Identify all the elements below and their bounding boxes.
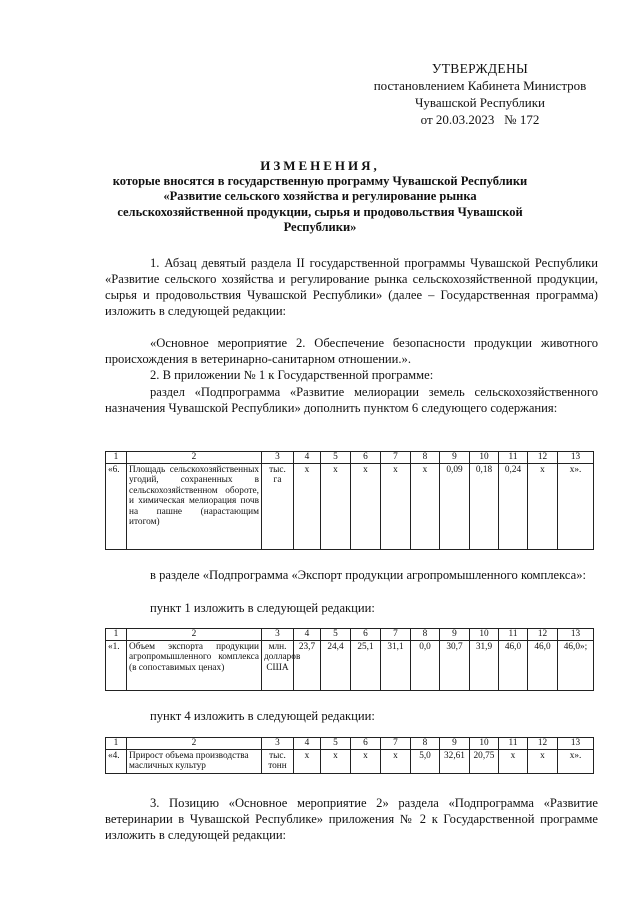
unit: млн. долларов США	[262, 640, 294, 690]
paragraph-1: 1. Абзац девятый раздела II государственной программы Чувашской Республики «Развитие сельского хозяйства и регулирование рынка сельскохозяйственной продукции, сырья и продовольствия Чувашской Республики» (далее – Государственная программа) изложить в следующей редакции:	[105, 256, 598, 318]
header-cell: 12	[528, 629, 558, 641]
value-cell: х	[528, 749, 558, 773]
header-cell: 3	[262, 629, 294, 641]
header-cell: 7	[381, 629, 411, 641]
header-cell: 2	[127, 738, 262, 750]
header-cell: 6	[351, 452, 381, 464]
table-header-row	[106, 452, 594, 464]
approval-line-2: Чувашской Республики	[414, 95, 546, 110]
value-cell: х	[294, 749, 321, 773]
approval-line-3: от 20.03.2023 № 172	[420, 112, 540, 127]
header-cell: 9	[440, 452, 470, 464]
value-cell: 20,75	[470, 749, 499, 773]
title-main: ИЗМЕНЕНИЯ,	[260, 158, 380, 173]
header-cell: 8	[411, 629, 440, 641]
indicator-name: Прирост объема производства масличных культур	[127, 749, 262, 773]
header-cell: 1	[106, 738, 127, 750]
value-cell: 30,7	[440, 640, 470, 690]
value-cell: 31,9	[470, 640, 499, 690]
table-row	[106, 640, 594, 690]
unit: тыс. тонн	[262, 749, 294, 773]
value-cell: 0,09	[440, 463, 470, 549]
paragraph-3: 2. В приложении № 1 к Государственной программе:	[150, 368, 434, 382]
value-cell: 5,0	[411, 749, 440, 773]
header-cell: 5	[321, 629, 351, 641]
row-number: «6.	[106, 463, 127, 549]
header-cell: 6	[351, 629, 381, 641]
table-oilseeds	[105, 737, 594, 774]
row-number: «4.	[106, 749, 127, 773]
value-cell: 24,4	[321, 640, 351, 690]
header-cell: 7	[381, 452, 411, 464]
value-cell: 46,0»;	[558, 640, 594, 690]
header-cell: 11	[499, 629, 528, 641]
unit: тыс. га	[262, 463, 294, 549]
header-cell: 5	[321, 452, 351, 464]
paragraph-6: пункт 1 изложить в следующей редакции:	[150, 601, 375, 615]
value-cell: 32,61	[440, 749, 470, 773]
value-cell: х	[499, 749, 528, 773]
indicator-name: Объем экспорта продукции агропромышленного комплекса (в сопоставимых ценах)	[127, 640, 262, 690]
header-cell: 4	[294, 629, 321, 641]
header-cell: 9	[440, 738, 470, 750]
header-cell: 10	[470, 629, 499, 641]
header-cell: 5	[321, 738, 351, 750]
header-cell: 13	[558, 452, 594, 464]
approval-block	[360, 60, 600, 128]
value-cell: х	[294, 463, 321, 549]
header-cell: 10	[470, 452, 499, 464]
header-cell: 9	[440, 629, 470, 641]
value-cell: 0,24	[499, 463, 528, 549]
header-cell: 11	[499, 738, 528, 750]
header-cell: 12	[528, 452, 558, 464]
value-cell: 0,0	[411, 640, 440, 690]
paragraph-4: раздел «Подпрограмма «Развитие мелиорации земель сельскохозяйственного назначения Чувашской Республики» дополнить пунктом 6 следующего содержания:	[105, 385, 598, 415]
paragraph-5: в разделе «Подпрограмма «Экспорт продукции агропромышленного комплекса»:	[150, 568, 587, 582]
value-cell: х	[381, 749, 411, 773]
header-cell: 8	[411, 738, 440, 750]
approval-line-1: постановлением Кабинета Министров	[373, 78, 587, 93]
value-cell: 0,18	[470, 463, 499, 549]
paragraph-2: «Основное мероприятие 2. Обеспечение безопасности продукции животного происхождения в ветеринарно-санитарном отношении.».	[105, 336, 598, 366]
header-cell: 7	[381, 738, 411, 750]
value-cell: х	[351, 749, 381, 773]
header-cell: 8	[411, 452, 440, 464]
paragraph-7: пункт 4 изложить в следующей редакции:	[150, 709, 375, 723]
header-cell: 1	[106, 452, 127, 464]
value-cell: х	[411, 463, 440, 549]
header-cell: 13	[558, 629, 594, 641]
header-cell: 4	[294, 452, 321, 464]
table-melioration	[105, 451, 594, 550]
value-cell: 23,7	[294, 640, 321, 690]
value-cell: 46,0	[528, 640, 558, 690]
header-cell: 4	[294, 738, 321, 750]
table-header-row	[106, 629, 594, 641]
value-cell: х	[321, 749, 351, 773]
header-cell: 1	[106, 629, 127, 641]
header-cell: 2	[127, 452, 262, 464]
approval-heading: УТВЕРЖДЕНЫ	[431, 61, 529, 76]
header-cell: 11	[499, 452, 528, 464]
title-subtitle: которые вносятся в государственную программу Чувашской Республики «Развитие сельского хозяйства и регулирование рынка сельскохозяйственной продукции, сырья и продовольствия Чувашской Республики»	[112, 173, 528, 234]
value-cell: х	[528, 463, 558, 549]
header-cell: 10	[470, 738, 499, 750]
header-cell: 3	[262, 738, 294, 750]
value-cell: х	[381, 463, 411, 549]
header-cell: 3	[262, 452, 294, 464]
document-title	[100, 158, 540, 236]
table-header-row	[106, 738, 594, 750]
indicator-name: Площадь сельскохозяйственных угодий, сохраненных в сельскохозяйственном обороте, и химическая мелиорация почв на пашне (нарастающим итогом)	[127, 463, 262, 549]
header-cell: 13	[558, 738, 594, 750]
header-cell: 12	[528, 738, 558, 750]
header-cell: 2	[127, 629, 262, 641]
table-row	[106, 463, 594, 549]
value-cell: х».	[558, 749, 594, 773]
table-export	[105, 628, 594, 691]
value-cell: 46,0	[499, 640, 528, 690]
paragraph-8: 3. Позицию «Основное мероприятие 2» раздела «Подпрограмма «Развитие ветеринарии в Чувашской Республике» приложения № 2 к Государственной программе изложить в следующей редакции:	[105, 796, 598, 842]
value-cell: 31,1	[381, 640, 411, 690]
value-cell: х».	[558, 463, 594, 549]
value-cell: 25,1	[351, 640, 381, 690]
header-cell: 6	[351, 738, 381, 750]
value-cell: х	[321, 463, 351, 549]
value-cell: х	[351, 463, 381, 549]
table-row	[106, 749, 594, 773]
row-number: «1.	[106, 640, 127, 690]
